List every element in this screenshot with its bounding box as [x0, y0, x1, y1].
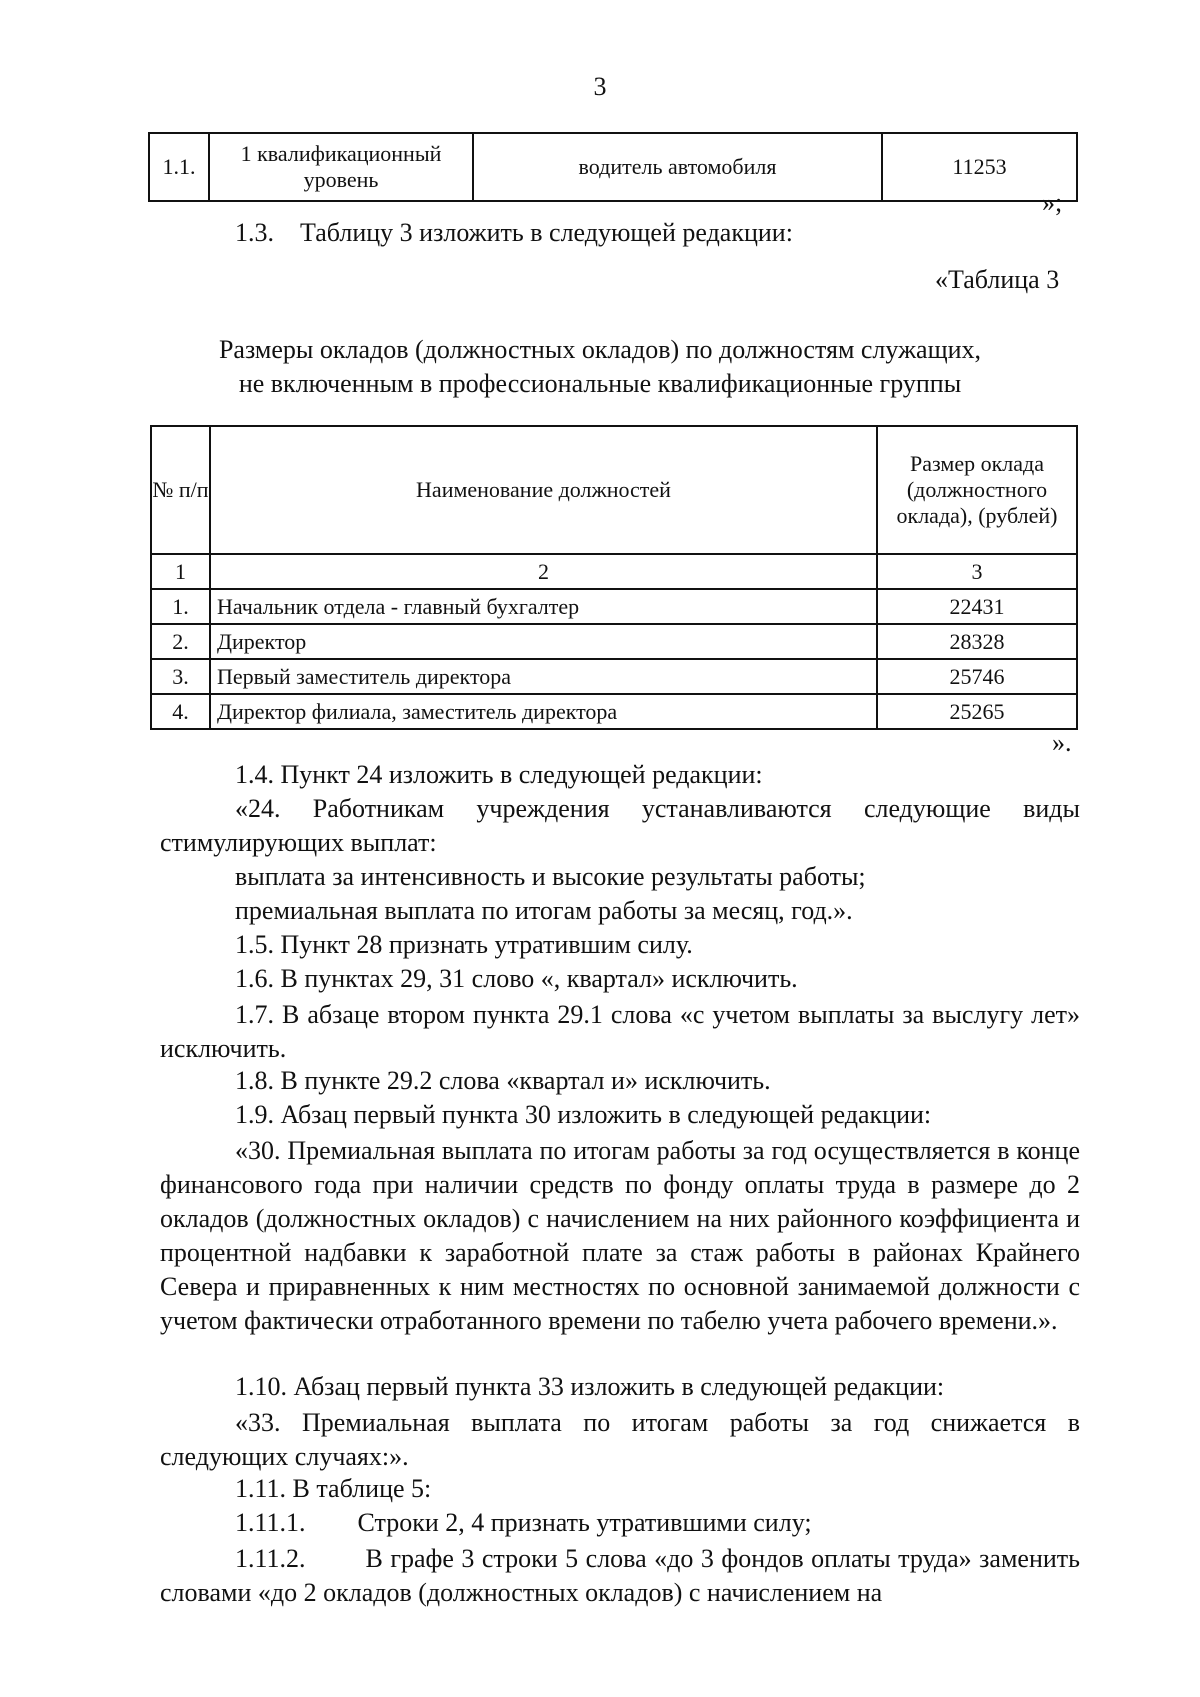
row-name: Начальник отдела - главный бухгалтер — [210, 589, 877, 624]
table-row — [151, 624, 1077, 659]
table-closing-mark: ». — [1052, 728, 1072, 757]
position-cell: водитель автомобиля — [473, 133, 882, 201]
table-caption — [140, 333, 1060, 401]
column-number-row — [151, 554, 1077, 589]
row-num: 4. — [151, 694, 210, 729]
salary-cell: 11253 — [882, 133, 1077, 201]
table-row — [151, 694, 1077, 729]
table-row — [151, 589, 1077, 624]
row-number-cell: 1.1. — [149, 133, 209, 201]
qualification-level-cell: 1 квалификационный уровень — [209, 133, 473, 201]
paragraph-number: 1.3. — [235, 218, 274, 247]
row-name: Первый заместитель директора — [210, 659, 877, 694]
paragraph-24-a: выплата за интенсивность и высокие результаты работы; — [235, 862, 866, 891]
row-salary: 28328 — [877, 624, 1077, 659]
paragraph-1-11: 1.11. В таблице 5: — [235, 1474, 432, 1503]
table-row — [151, 659, 1077, 694]
paragraph-24: «24. Работникам учреждения устанавливаются следующие виды стимулирующих выплат: — [160, 794, 1080, 857]
table-label: «Таблица 3 — [935, 265, 1060, 294]
paragraph-30: «30. Премиальная выплата по итогам работы за год осуществляется в конце финансового года при наличии средств по фонду оплаты труда в размере до 2 окладов (должностных окладов) с начислением на них районного коэффициента и процентной надбавки к заработной плате за стаж работы в районах Крайнего Севера и приравненных к ним местностях по основной занимаемой должности с учетом фактически отработанного времени по табелю учета рабочего времени.». — [160, 1136, 1080, 1335]
row-num: 1. — [151, 589, 210, 624]
column-number: 1 — [151, 554, 210, 589]
top-continuation-table — [148, 132, 1078, 202]
paragraph-1-4: 1.4. Пункт 24 изложить в следующей редакции: — [235, 760, 763, 789]
row-name: Директор филиала, заместитель директора — [210, 694, 877, 729]
paragraph-1-11-2: 1.11.2. В графе 3 строки 5 слова «до 3 фондов оплаты труда» заменить словами «до 2 окладов (должностных окладов) с начислением на — [160, 1544, 1087, 1607]
header-num: № п/п — [151, 426, 210, 554]
closing-quote-mark: »; — [1042, 188, 1063, 217]
paragraph-1-7: 1.7. В абзаце втором пункта 29.1 слова «с учетом выплаты за выслугу лет» исключить. — [160, 1000, 1080, 1063]
row-name: Директор — [210, 624, 877, 659]
page-number: 3 — [593, 72, 607, 101]
row-num: 2. — [151, 624, 210, 659]
header-salary: Размер оклада (должностного оклада), (рублей) — [877, 426, 1077, 554]
row-num: 3. — [151, 659, 210, 694]
caption-line-1: Размеры окладов (должностных окладов) по должностям служащих, — [218, 335, 982, 364]
paragraph-24-b: премиальная выплата по итогам работы за месяц, год.». — [235, 896, 853, 925]
paragraph-33: «33. Премиальная выплата по итогам работы за год снижается в следующих случаях:». — [160, 1408, 1080, 1471]
paragraph-1-3 — [235, 218, 793, 248]
paragraph-1-5: 1.5. Пункт 28 признать утратившим силу. — [235, 930, 693, 959]
caption-line-2: не включенным в профессиональные квалификационные группы — [238, 369, 962, 398]
row-salary: 22431 — [877, 589, 1077, 624]
paragraph-1-6: 1.6. В пунктах 29, 31 слово «, квартал» исключить. — [235, 964, 798, 993]
paragraph-text: Таблицу 3 изложить в следующей редакции: — [300, 218, 793, 247]
column-number: 2 — [210, 554, 877, 589]
table-header-row — [151, 426, 1077, 554]
row-salary: 25265 — [877, 694, 1077, 729]
row-salary: 25746 — [877, 659, 1077, 694]
header-name: Наименование должностей — [210, 426, 877, 554]
table-row — [149, 133, 1077, 201]
paragraph-1-11-1: 1.11.1. Строки 2, 4 признать утратившими силу; — [235, 1508, 812, 1537]
salary-table — [150, 425, 1078, 730]
paragraph-1-8: 1.8. В пункте 29.2 слова «квартал и» исключить. — [235, 1066, 771, 1095]
column-number: 3 — [877, 554, 1077, 589]
paragraph-1-10: 1.10. Абзац первый пункта 33 изложить в следующей редакции: — [235, 1372, 945, 1401]
paragraph-1-9: 1.9. Абзац первый пункта 30 изложить в следующей редакции: — [235, 1100, 932, 1129]
